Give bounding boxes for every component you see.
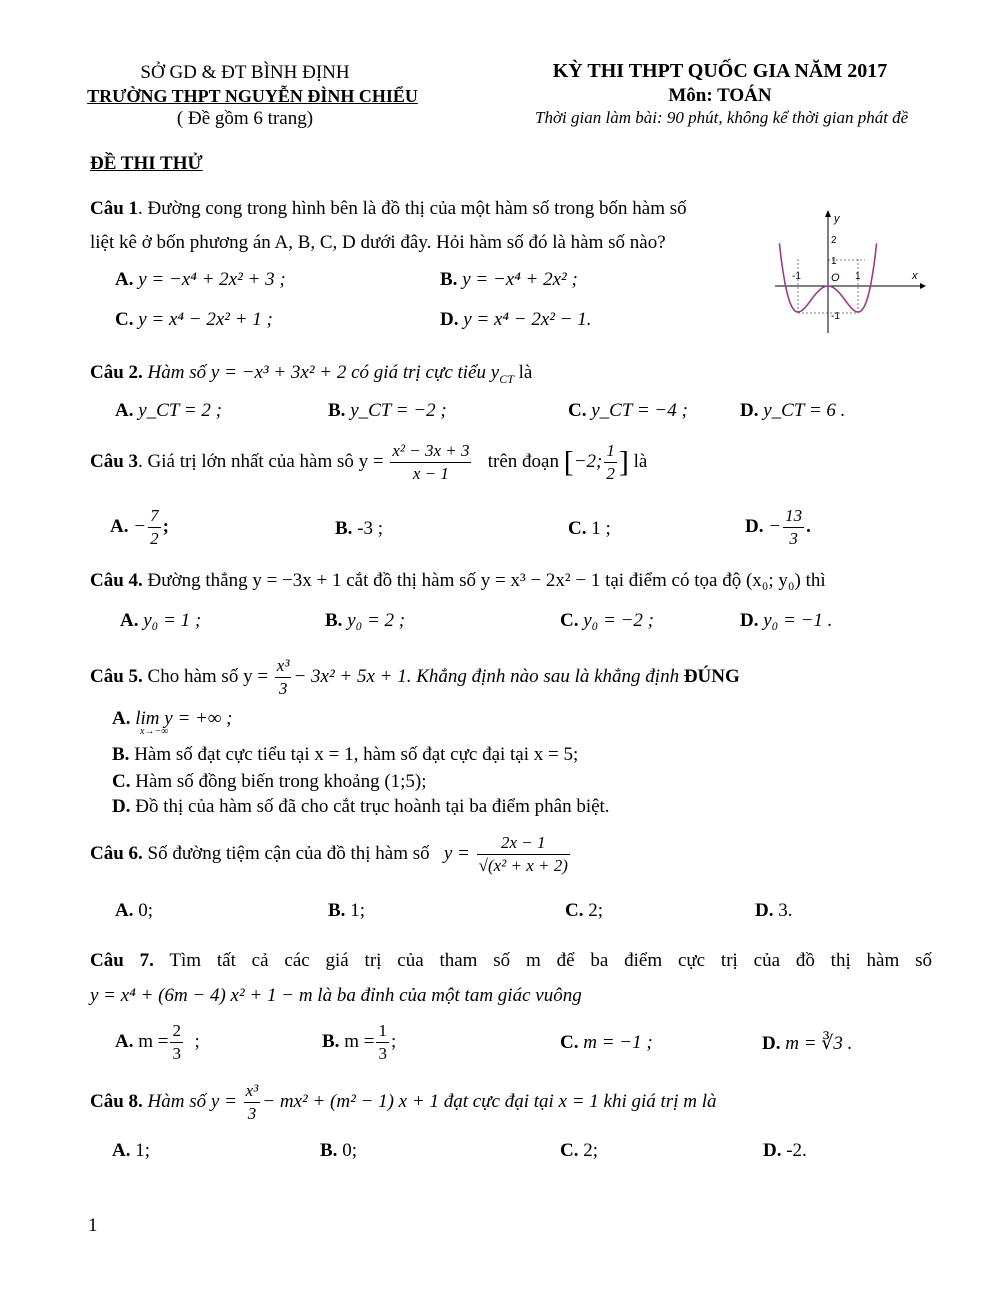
q7-line2: y = x⁴ + (6m − 4) x² + 1 − m là ba đỉnh của một tam giác vuông bbox=[90, 985, 582, 1006]
q5-stem: Câu 5. Cho hàm số y = $\frac{\text{x³}}{3}$ − 3x² + 5x + 1. Khẳng định nào sau là khẳng định ĐÚNG bbox=[90, 656, 740, 698]
q7-option-c: C. m = −1 ; bbox=[560, 1032, 653, 1053]
q6-option-a: A. 0; bbox=[115, 900, 154, 921]
q7-stem: Câu 7. Tìm tất cả các giá trị của tham số m để ba điểm cực trị của đồ thị hàm số bbox=[90, 950, 932, 971]
q8-stem: Câu 8. Hàm số y = $\frac{\text{x³}}{3}$ − mx² + (m² − 1) x + 1 đạt cực đại tại x = 1 khi giá trị m là bbox=[90, 1081, 717, 1123]
page-number: 1 bbox=[88, 1215, 98, 1236]
q2-stem: Câu 2. Hàm số y = −x³ + 3x² + 2 có giá trị cực tiểu $y_{CT}$ là bbox=[90, 362, 533, 386]
graph-tick-m1x: -1 bbox=[792, 271, 801, 282]
graph-y-label: y bbox=[834, 213, 840, 225]
q4-stem: Câu 4. Đường thẳng y = −3x + 1 cắt đồ thị hàm số y = x³ − 2x² − 1 tại điểm có tọa độ (x₀; y₀) thì bbox=[90, 570, 826, 591]
q1-option-b: B. y = −x⁴ + 2x² ; bbox=[440, 269, 578, 290]
q3-option-b: B. -3 ; bbox=[335, 518, 384, 539]
q6-stem: Câu 6. Số đường tiệm cận của đồ thị hàm số y = $\frac{2x - 1}{\text{√(x² + x + 2)}}$ bbox=[90, 833, 568, 875]
q3-fraction: $\frac{\text{x² − 3x + 3}}{x - 1}$ bbox=[392, 441, 470, 483]
q1-option-d: D. y = x⁴ − 2x² − 1. bbox=[440, 309, 592, 330]
exam-title: ĐỀ THI THỬ bbox=[90, 153, 203, 174]
header-school: TRƯỜNG THPT NGUYỄN ĐÌNH CHIỂU bbox=[87, 86, 418, 106]
x-axis-arrow-icon bbox=[920, 283, 926, 289]
graph-origin: O bbox=[831, 272, 840, 284]
graph-x-label: x bbox=[912, 270, 918, 282]
q1-text1: . Đường cong trong hình bên là đồ thị của một hàm số trong bốn hàm số bbox=[138, 198, 687, 219]
q3-stem: Câu 3. Giá trị lớn nhất của hàm sô y = $\frac{\text{x² − 3x + 3}}{x - 1}$ trên đoạn [−2; $\frac{1}{2}$ ] là bbox=[90, 441, 648, 483]
q5-limit-sub: x→−∞ bbox=[140, 726, 169, 737]
q3-option-c: C. 1 ; bbox=[568, 518, 611, 539]
q2-option-a: A. y_CT = 2 ; bbox=[115, 400, 222, 421]
graph-tick-1: 1 bbox=[831, 256, 837, 267]
q2-option-b: B. y_CT = −2 ; bbox=[328, 400, 447, 421]
q1-label: Câu 1 bbox=[90, 198, 139, 219]
header-time: Thời gian làm bài: 90 phút, không kể thời gian phát đề bbox=[535, 108, 909, 127]
q1-line1 bbox=[90, 198, 687, 220]
q4-option-a: A. y₀ = 1 ; bbox=[120, 610, 202, 631]
q1-option-c: C. y = x⁴ − 2x² + 1 ; bbox=[115, 309, 273, 330]
q5-option-c: C. Hàm số đồng biến trong khoảng (1;5); bbox=[112, 771, 427, 792]
q1-graph bbox=[770, 205, 930, 335]
header-dept: SỞ GD & ĐT BÌNH ĐỊNH bbox=[140, 62, 350, 83]
q5-option-b: B. Hàm số đạt cực tiểu tại x = 1, hàm số đạt cực đại tại x = 5; bbox=[112, 744, 579, 765]
q8-option-d: D. -2. bbox=[763, 1140, 807, 1161]
q2-option-c: C. y_CT = −4 ; bbox=[568, 400, 688, 421]
q8-option-a: A. 1; bbox=[112, 1140, 151, 1161]
q6-option-d: D. 3. bbox=[755, 900, 793, 921]
q7-option-d: D. m = ∛3 . bbox=[762, 1033, 853, 1054]
q3-option-d: D. − $\frac{13}{3}$ . bbox=[745, 506, 811, 548]
q4-option-b: B. y₀ = 2 ; bbox=[325, 610, 406, 631]
header-subject: Môn: TOÁN bbox=[668, 85, 772, 106]
q4-option-d: D. y₀ = −1 . bbox=[740, 610, 833, 631]
graph-tick-m1y: -1 bbox=[831, 311, 840, 322]
graph-tick-1x: 1 bbox=[855, 271, 861, 282]
q7-option-a: A. m = $\frac{2}{3}$ ; bbox=[115, 1021, 200, 1063]
graph-tick-2: 2 bbox=[831, 235, 837, 246]
q5-option-a: A. lim y = +∞ ; bbox=[112, 708, 233, 729]
q8-option-b: B. 0; bbox=[320, 1140, 357, 1161]
header-pages: ( Đề gồm 6 trang) bbox=[176, 108, 314, 129]
q4-option-c: C. y₀ = −2 ; bbox=[560, 610, 654, 631]
q7-option-b: B. m = $\frac{1}{3}$ ; bbox=[322, 1021, 397, 1063]
q1-option-a: A. y = −x⁴ + 2x² + 3 ; bbox=[115, 269, 286, 290]
header-exam: KỲ THI THPT QUỐC GIA NĂM 2017 bbox=[552, 60, 888, 82]
q5-option-d: D. Đồ thị của hàm số đã cho cắt trục hoành tại ba điểm phân biệt. bbox=[112, 796, 610, 817]
q3-option-a: A. − $\frac{7}{2}$ ; bbox=[110, 506, 169, 548]
q6-option-b: B. 1; bbox=[328, 900, 365, 921]
q1-line2: liệt kê ở bốn phương án A, B, C, D dưới đây. Hỏi hàm số đó là hàm số nào? bbox=[90, 232, 666, 253]
q6-option-c: C. 2; bbox=[565, 900, 604, 921]
y-axis-arrow-icon bbox=[825, 210, 831, 217]
q2-option-d: D. y_CT = 6 . bbox=[740, 400, 846, 421]
q8-option-c: C. 2; bbox=[560, 1140, 599, 1161]
